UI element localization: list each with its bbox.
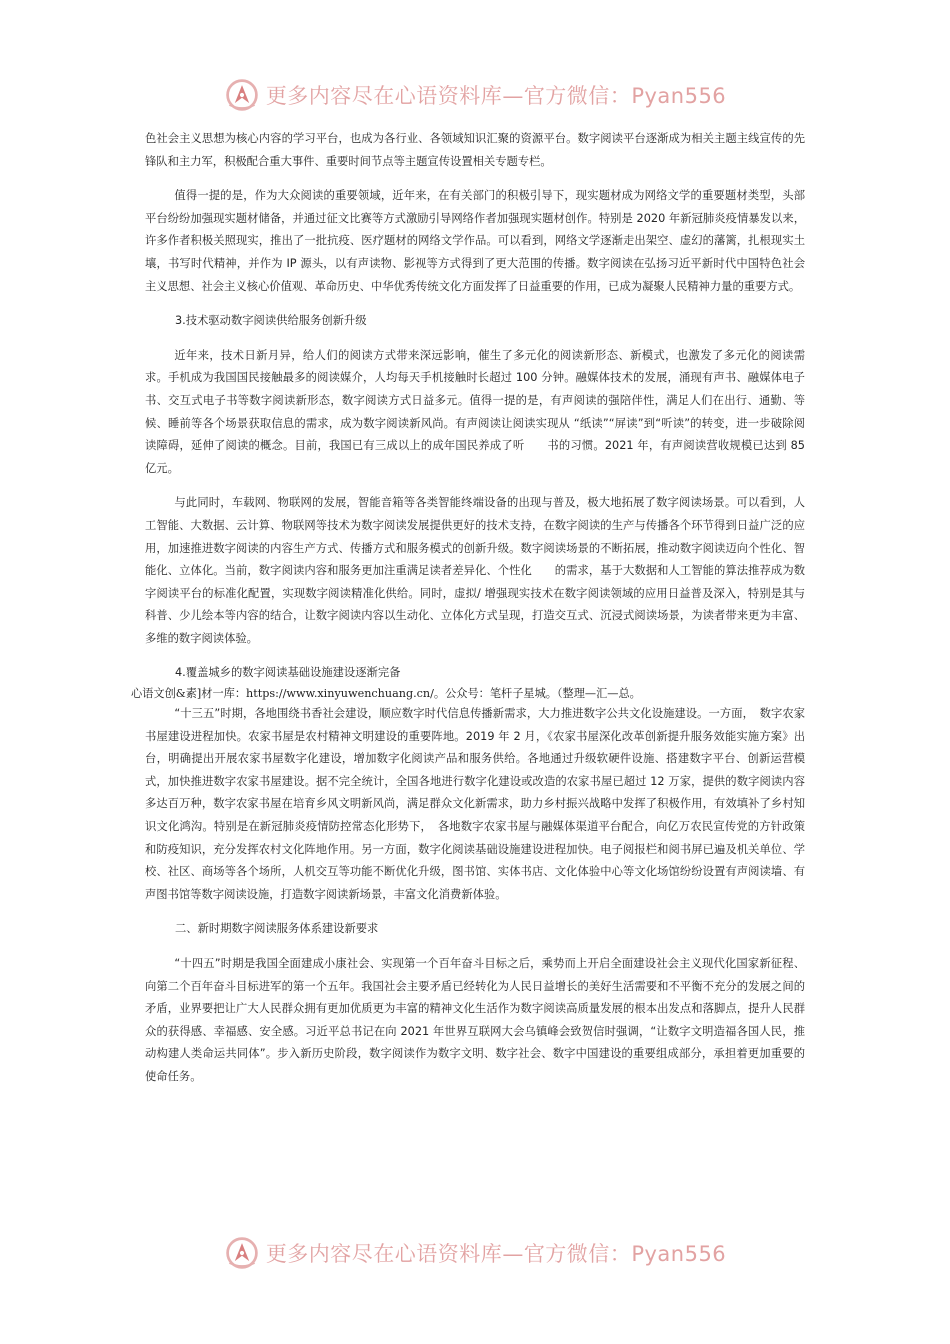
- header-banner: [0, 75, 950, 115]
- banner-main-text: 更多内容尽在心语资料库: [265, 1242, 503, 1266]
- banner-official-text: 官方微信：: [523, 1242, 632, 1266]
- banner-account-text: Pyan556: [631, 1242, 727, 1266]
- paragraph-technology: 近年来，技术日新月异，给人们的阅读方式带来深远影响，催生了多元化的阅读新形态、新模式，也激发了多元化的阅读需求。手机成为我国国民接触最多的阅读媒介，人均每天手机接触时长超过 100 分钟。融媒体技术的发展，涌现有声书、融媒体电子书、交互式电子书等数字阅读新形态，数字阅读方式日益多元。值得一提的是，有声阅读的强陪伴性，满足人们在出行、通勤、等候、睡前等各个场景获取信息的需求，成为数字阅读新风尚。有声阅读让阅读实现从 “纸读”“屏读”到“听读”的转变，进一步破除阅读障碍，延伸了阅读的概念。目前，我国已有三成以上的成年国民养成了听 书的习惯。2021 年，有声阅读营收规模已达到 85 亿元。: [145, 348, 805, 475]
- banner-text: [266, 80, 726, 110]
- paragraph-infrastructure: “十三五”时期，各地围绕书香社会建设，顺应数字时代信息传播新需求，大力推进数字公共文化设施建设。一方面， 数字农家书屋建设进程加快。农家书屋是农村精神文明建设的重要阵地。2019 年 2 月，《农家书屋深化改革创新提升服务效能实施方案》出台，明确提出开展农家书屋数字化建设，增加数字化阅读产品和服务供给。各地通过升级软硬件设施、搭建数字平台、创新运营模式，加快推进数字农家书屋建设。据不完全统计，全国各地进行数字化建设或改造的农家书屋已超过 12 万家，提供的数字阅读内容多达百万种，数字农家书屋在培育乡风文明新风尚，满足群众文化新需求，助力乡村振兴战略中发挥了积极作用，有效填补了乡村知识文化鸿沟。特别是在新冠肺炎疫情防控常态化形势下， 各地数字农家书屋与融媒体渠道平台配合，向亿万农民宣传党的方针政策和防疫知识，充分发挥农村文化阵地作用。另一方面，数字化阅读基础设施建设进程加快。电子阅报栏和阅书屏已遍及机关单位、学校、社区、商场等各个场所，人机交互等功能不断优化升级，图书馆、实体书店、文化体验中心等文化场馆纷纷设置有声阅读墙、有声图书馆等数字阅读设施，打造数字阅读新场景，丰富文化消费新体验。: [145, 707, 805, 901]
- document-body: [131, 128, 805, 1089]
- banner-official-text: 官方微信：: [523, 84, 632, 108]
- paragraph-scenarios: 与此同时，车载网、物联网的发展，智能音箱等各类智能终端设备的出现与普及，极大地拓展了数字阅读场景。可以看到，人工智能、大数据、云计算、物联网等技术为数字阅读发展提供更好的技术支持，在数字阅读的生产与传播各个环节得到日益广泛的应用，加速推进数字阅读的内容生产方式、传播方式和服务模式的创新升级。数字阅读场景的不断拓展，推动数字阅读迈向个性化、智能化、立体化。当前，数字阅读内容和服务更加注重满足读者差异化、个性化 的需求，基于大数据和人工智能的算法推荐成为数字阅读平台的标准化配置，实现数字阅读精准化供给。同时，虚拟/ 增强现实技术在数字阅读领域的应用日益普及深入，特别是其与科普、少儿绘本等内容的结合，让数字阅读内容以生动化、立体化方式呈现，打造交互式、沉浸式阅读场景，为读者带来更为丰富、多维的数字阅读体验。: [145, 496, 805, 645]
- section-heading-4: 4.覆盖城乡的数字阅读基础设施建设逐渐完备: [175, 666, 401, 680]
- banner-account-text: Pyan556: [631, 84, 727, 108]
- paragraph-continued: 色社会主义思想为核心内容的学习平台，也成为各行业、各领域知识汇聚的资源平台。数字阅读平台逐渐成为相关主题主线宣传的先锋队和主力军，积极配合重大事件、重要时间节点等主题宣传设置相关专题专栏。: [145, 132, 805, 168]
- banner-text: [266, 1238, 726, 1268]
- paragraph-14th-five-year: “十四五”时期是我国全面建成小康社会、实现第一个百年奋斗目标之后，乘势而上开启全面建设社会主义现代化国家新征程、向第二个百年奋斗目标进军的第一个五年。我国社会主要矛盾已经转化为人民日益增长的美好生活需要和不平衡不充分的发展之间的矛盾，业界要把让广大人民群众拥有更加优质更为丰富的精神文化生活作为数字阅读高质量发展的根本出发点和落脚点，提升人民群众的获得感、幸福感、安全感。习近平总书记在向 2021 年世界互联网大会乌镇峰会致贺信时强调，“让数字文明造福各国人民，推动构建人类命运共同体”。步入新历史阶段，数字阅读作为数字文明、数字社会、数字中国建设的重要组成部分，承担着更加重要的使命任务。: [145, 957, 805, 1083]
- source-note: 心语文创&素]材一库：https://www.xinyuwenchuang.cn/。公众号：笔杆子星城。（整理—汇—总。: [131, 687, 641, 701]
- section-heading-2: 二、新时期数字阅读服务体系建设新要求: [175, 922, 379, 936]
- banner-dash: —: [502, 84, 524, 108]
- pen-nib-logo-icon: [224, 1235, 260, 1271]
- banner-dash: —: [502, 1242, 524, 1266]
- banner-main-text: 更多内容尽在心语资料库: [265, 84, 503, 108]
- pen-nib-logo-icon: [224, 77, 260, 113]
- section-heading-3: 3.技术驱动数字阅读供给服务创新升级: [175, 314, 367, 328]
- footer-banner: [0, 1233, 950, 1273]
- paragraph-realistic-themes: 值得一提的是，作为大众阅读的重要领域，近年来，在有关部门的积极引导下，现实题材成为网络文学的重要题材类型，头部平台纷纷加强现实题材储备，并通过征文比赛等方式激励引导网络作者加强现实题材创作。特别是 2020 年新冠肺炎疫情暴发以来，许多作者积极关照现实，推出了一批抗疫、医疗题材的网络文学作品。可以看到，网络文学逐渐走出架空、虚幻的藩篱，扎根现实土壤，书写时代精神，并作为 IP 源头，以有声读物、影视等方式得到了更大范围的传播。数字阅读在弘扬习近平新时代中国特色社会主义思想、社会主义核心价值观、革命历史、中华优秀传统文化方面发挥了日益重要的作用，已成为凝聚人民精神力量的重要方式。: [145, 189, 805, 293]
